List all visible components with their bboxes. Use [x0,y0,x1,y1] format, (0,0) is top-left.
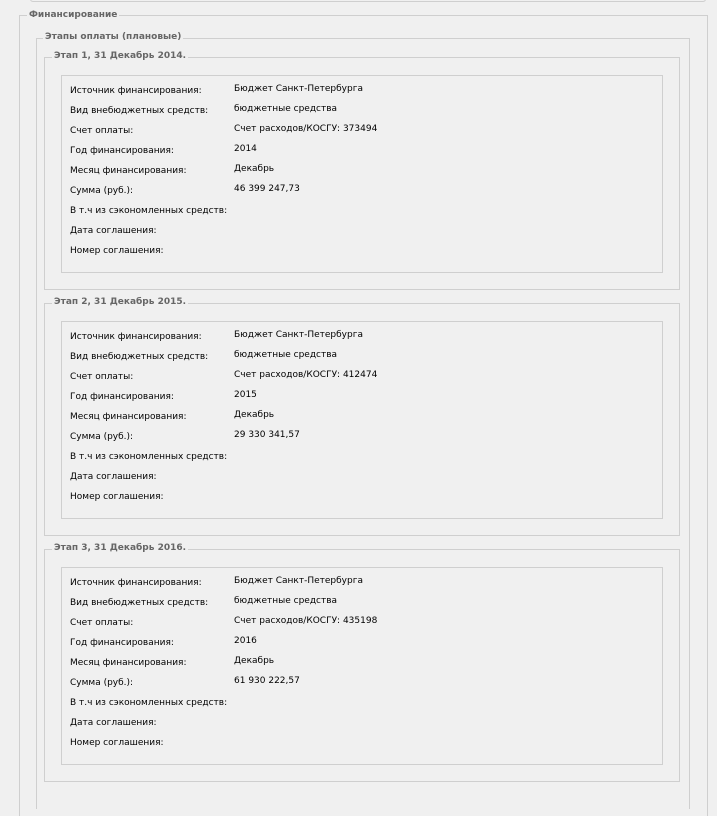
stage-2-details [61,321,663,519]
label-account: Счет оплаты: [70,126,134,136]
label-saved: В т.ч из сэкономленных средств: [70,452,228,462]
label-account: Счет оплаты: [70,618,134,628]
label-source: Источник финансирования: [70,86,202,96]
label-sum: Сумма (руб.): [70,678,134,688]
value-account: Счет расходов/КОСГУ: 435198 [234,616,378,626]
value-type: бюджетные средства [234,596,338,606]
stage-1-fieldset [44,51,680,290]
label-agreement-date: Дата соглашения: [70,226,157,236]
value-type: бюджетные средства [234,350,338,360]
label-sum: Сумма (руб.): [70,432,134,442]
label-sum: Сумма (руб.): [70,186,134,196]
label-agreement-date: Дата соглашения: [70,718,157,728]
label-saved: В т.ч из сэкономленных средств: [70,698,228,708]
stage-1-details [61,75,663,273]
value-account: Счет расходов/КОСГУ: 412474 [234,370,378,380]
value-year: 2016 [234,636,257,646]
value-sum: 29 330 341,57 [234,430,300,440]
label-type: Вид внебюджетных средств: [70,106,209,116]
value-source: Бюджет Санкт-Петербурга [234,84,363,94]
payment-stages-legend: Этапы оплаты (плановые) [45,32,182,42]
value-month: Декабрь [234,410,275,420]
stage-3-details [61,567,663,765]
value-month: Декабрь [234,656,275,666]
label-agreement-number: Номер соглашения: [70,738,164,748]
stage-3-title: Этап 3, 31 Декабрь 2016. [54,543,187,553]
label-year: Год финансирования: [70,638,174,648]
previous-section-box [30,0,706,2]
label-type: Вид внебюджетных средств: [70,352,209,362]
value-month: Декабрь [234,164,275,174]
label-month: Месяц финансирования: [70,658,187,668]
value-type: бюджетные средства [234,104,338,114]
label-source: Источник финансирования: [70,578,202,588]
label-type: Вид внебюджетных средств: [70,598,209,608]
label-source: Источник финансирования: [70,332,202,342]
label-agreement-date: Дата соглашения: [70,472,157,482]
stage-2-title: Этап 2, 31 Декабрь 2015. [54,297,187,307]
label-account: Счет оплаты: [70,372,134,382]
label-year: Год финансирования: [70,392,174,402]
label-agreement-number: Номер соглашения: [70,492,164,502]
label-month: Месяц финансирования: [70,412,187,422]
value-source: Бюджет Санкт-Петербурга [234,330,363,340]
label-agreement-number: Номер соглашения: [70,246,164,256]
stage-1-title: Этап 1, 31 Декабрь 2014. [54,51,187,61]
stage-3-fieldset [44,543,680,782]
financing-legend: Финансирование [29,10,118,20]
value-year: 2014 [234,144,257,154]
label-year: Год финансирования: [70,146,174,156]
value-account: Счет расходов/КОСГУ: 373494 [234,124,378,134]
stage-2-fieldset [44,297,680,536]
value-sum: 61 930 222,57 [234,676,300,686]
label-month: Месяц финансирования: [70,166,187,176]
value-year: 2015 [234,390,257,400]
value-sum: 46 399 247,73 [234,184,300,194]
value-source: Бюджет Санкт-Петербурга [234,576,363,586]
label-saved: В т.ч из сэкономленных средств: [70,206,228,216]
